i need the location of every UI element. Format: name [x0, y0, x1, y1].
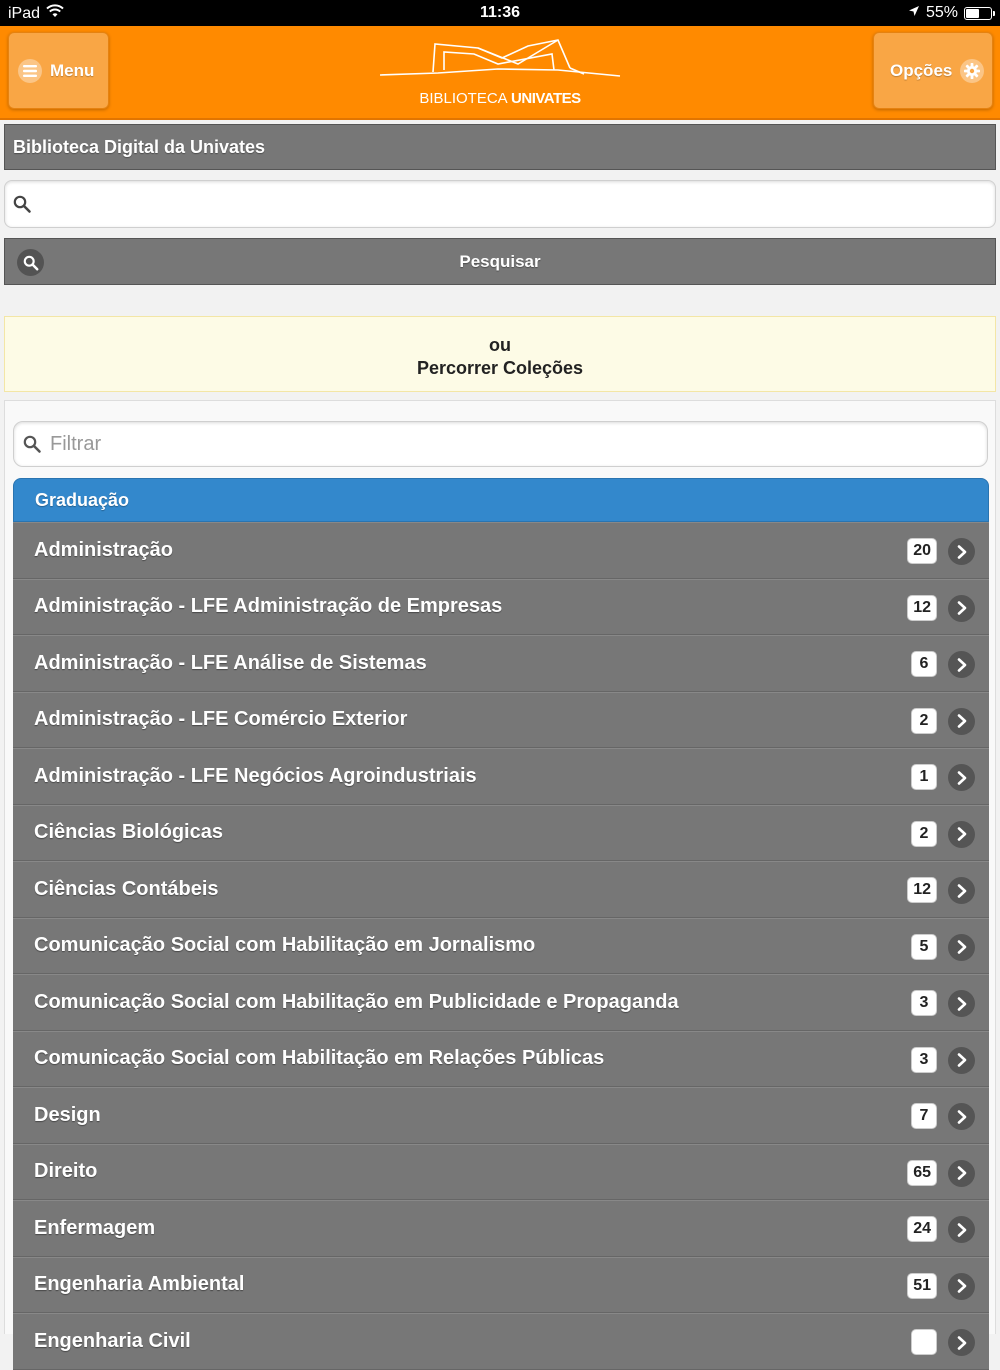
search-input[interactable]	[39, 187, 989, 221]
collection-item[interactable]	[13, 1313, 989, 1370]
item-count-badge: 5	[911, 934, 937, 960]
chevron-right-icon	[948, 538, 975, 565]
chevron-right-icon	[948, 1216, 975, 1243]
chevron-right-icon	[948, 1047, 975, 1074]
browse-collections-notice	[4, 316, 996, 392]
search-button[interactable]	[4, 238, 996, 285]
chevron-right-icon	[948, 1103, 975, 1130]
chevron-right-icon	[948, 764, 975, 791]
search-icon	[17, 249, 44, 276]
chevron-right-icon	[948, 934, 975, 961]
item-count-badge: 3	[911, 1047, 937, 1073]
collection-item[interactable]	[13, 748, 989, 805]
chevron-right-icon	[948, 708, 975, 735]
filter-field[interactable]	[13, 421, 988, 467]
collection-item[interactable]	[13, 692, 989, 749]
collection-item[interactable]	[13, 1087, 989, 1144]
chevron-right-icon	[948, 595, 975, 622]
logo-text-light: BIBLIOTECA	[419, 90, 512, 107]
search-icon	[23, 435, 41, 458]
status-time: 11:36	[479, 4, 521, 21]
collection-item-label: Engenharia Ambiental	[34, 1273, 245, 1296]
menu-label: Menu	[50, 60, 95, 80]
collection-item-label: Comunicação Social com Habilitação em Publicidade e Propaganda	[34, 990, 679, 1013]
library-building-icon	[378, 34, 622, 90]
page-title: Biblioteca Digital da Univates	[4, 124, 996, 170]
item-count-badge: 12	[907, 877, 937, 903]
chevron-right-icon	[948, 651, 975, 678]
chevron-right-icon	[948, 877, 975, 904]
battery-icon	[964, 7, 992, 20]
browse-or-text: ou	[489, 335, 511, 355]
item-count-badge: 3	[911, 990, 937, 1016]
collection-item[interactable]	[13, 1031, 989, 1088]
collection-item[interactable]	[13, 522, 989, 579]
location-arrow-icon	[908, 4, 920, 22]
collection-item[interactable]	[13, 1257, 989, 1314]
status-right	[908, 4, 992, 22]
chevron-right-icon	[948, 821, 975, 848]
item-count-badge: 24	[907, 1216, 937, 1242]
app-header	[0, 26, 1000, 120]
collection-item[interactable]	[13, 635, 989, 692]
options-button[interactable]	[873, 32, 993, 109]
collection-item[interactable]	[13, 974, 989, 1031]
collection-item-label: Comunicação Social com Habilitação em Jornalismo	[34, 934, 536, 957]
logo-text	[378, 90, 622, 107]
collection-item-label: Administração - LFE Negócios Agroindustriais	[34, 764, 477, 787]
menu-button[interactable]	[8, 32, 109, 109]
search-icon	[13, 195, 31, 218]
collection-item-label: Ciências Biológicas	[34, 821, 223, 844]
collections-panel	[4, 400, 996, 1352]
item-count-badge: 6	[911, 651, 937, 677]
search-field[interactable]	[4, 180, 996, 228]
collection-item[interactable]	[13, 805, 989, 862]
collection-item[interactable]	[13, 579, 989, 636]
collection-item[interactable]	[13, 918, 989, 975]
item-count-badge: 51	[907, 1273, 937, 1299]
search-button-label: Pesquisar	[459, 251, 541, 271]
battery-fill	[966, 9, 979, 18]
item-count-badge: 65	[907, 1160, 937, 1186]
item-count-badge: 2	[911, 708, 937, 734]
item-count-badge: 7	[911, 1103, 937, 1129]
chevron-right-icon	[948, 1160, 975, 1187]
chevron-right-icon	[948, 990, 975, 1017]
filter-input[interactable]	[50, 428, 980, 460]
chevron-right-icon	[948, 1273, 975, 1300]
hamburger-icon	[18, 59, 42, 83]
collection-item[interactable]	[13, 1200, 989, 1257]
logo-text-bold: UNIVATES	[511, 90, 581, 107]
univates-logo[interactable]	[378, 34, 622, 114]
item-count-badge: 20	[907, 538, 937, 564]
device-name: iPad	[8, 4, 41, 22]
collection-item-label: Comunicação Social com Habilitação em Relações Públicas	[34, 1047, 605, 1070]
collection-item-label: Engenharia Civil	[34, 1329, 191, 1352]
status-bar	[0, 0, 1000, 26]
collection-item-label: Design	[34, 1103, 101, 1126]
collection-item[interactable]	[13, 861, 989, 918]
options-label: Opções	[890, 60, 953, 80]
collection-item[interactable]	[13, 1144, 989, 1201]
collection-item-label: Enfermagem	[34, 1216, 156, 1239]
collection-list	[13, 522, 989, 1370]
browse-heading: Percorrer Coleções	[416, 358, 584, 378]
item-count-badge	[911, 1329, 937, 1355]
item-count-badge: 1	[911, 764, 937, 790]
chevron-right-icon	[948, 1329, 975, 1356]
item-count-badge: 12	[907, 595, 937, 621]
collection-item-label: Administração - LFE Análise de Sistemas	[34, 651, 427, 674]
gear-icon	[960, 59, 984, 83]
collection-item-label: Administração	[34, 538, 173, 561]
item-count-badge: 2	[911, 821, 937, 847]
battery-percent: 55%	[925, 4, 958, 21]
collection-item-label: Direito	[34, 1160, 98, 1183]
collection-item-label: Administração - LFE Comércio Exterior	[34, 708, 408, 731]
collection-item-label: Ciências Contábeis	[34, 877, 219, 900]
collection-item-label: Administração - LFE Administração de Empresas	[34, 595, 503, 618]
list-divider-graduacao: Graduação	[13, 478, 989, 522]
